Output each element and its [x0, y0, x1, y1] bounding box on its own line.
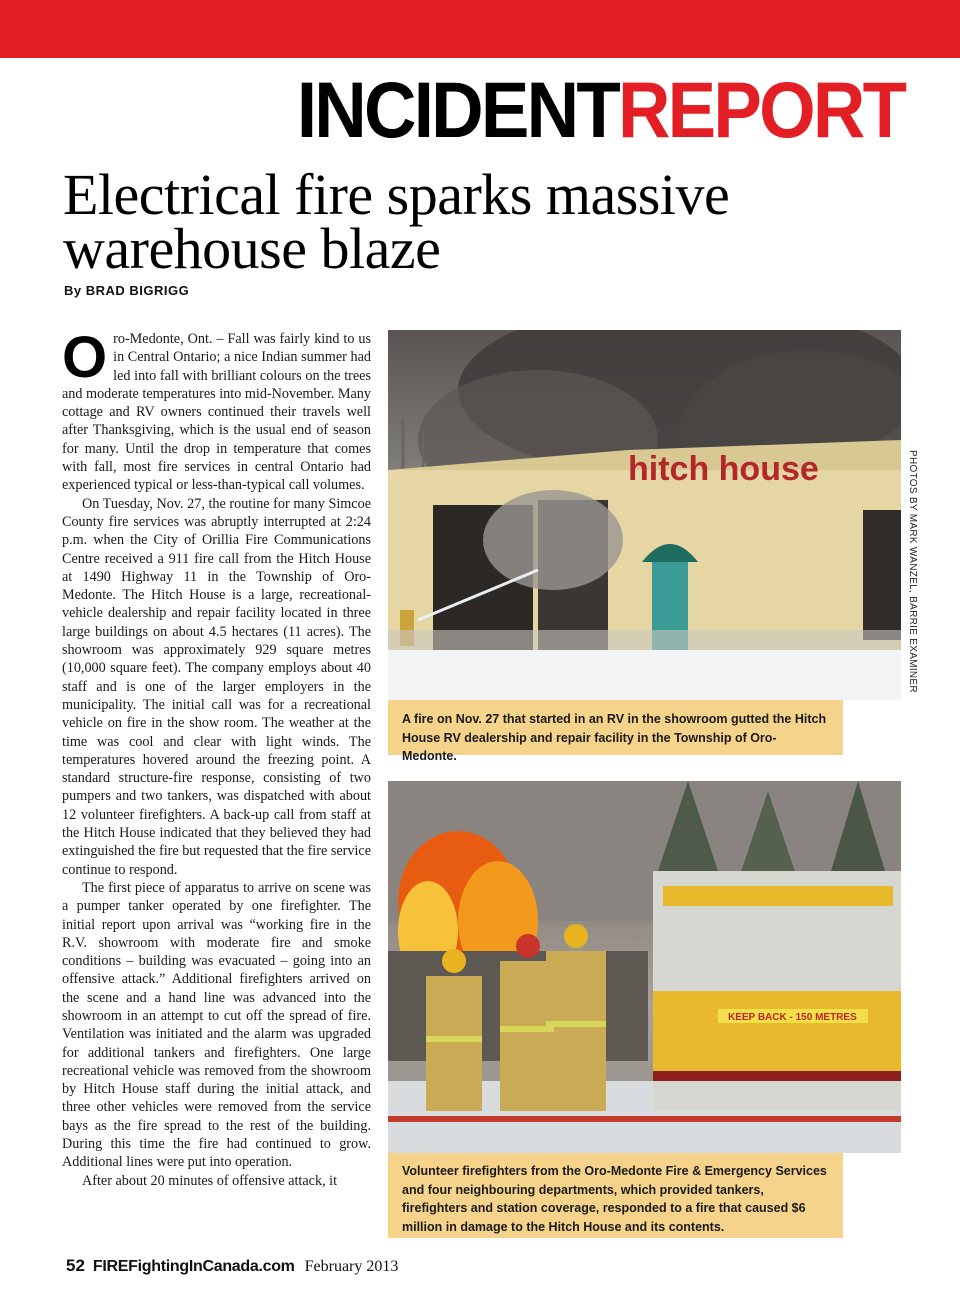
paragraph-text: ro-Medonte, Ont. – Fall was fairly kind to us in Central Ontario; a nice Indian summer had led into fall with brilliant colours on the trees and moderate temperatures into mid-November. Many cottage and RV owners continued their travels well after Thanksgiving, which is the usual end of season for many. Until the drop in temperature that comes with fall, most fire services in central Ontario had experienced typical or less-than-typical call volumes. — [62, 331, 371, 494]
article-paragraph: On Tuesday, Nov. 27, the routine for many Simcoe County fire services was abruptly interrupted at 2:24 p.m. when the City of Orillia Fire Communications Centre received a 911 fire call from the Hitch House at 1490 Highway 11 in the Township of Oro-Medonte. The Hitch House is a large, recreational-vehicle dealership and repair facility located in three large buildings on about 4.5 hectares (11 acres). The showroom was approximately 929 square metres (10,000 square feet). The company employs about 40 staff and is one of the larger employers in the municipality. The initial call was for a recreational vehicle on fire in the show room. The weather at the time was cool and clear with light winds. The temperatures hovered around the freezing point. A standard structure-fire response, consisting of two pumpers and two tankers, was dispatched with about 12 volunteer firefighters. A back-up call from staff at the Hitch House indicated that they believed they had extinguished the fire but requested that the fire service continue to respond. — [62, 495, 371, 878]
drop-cap: O — [62, 330, 108, 390]
article-paragraph: The first piece of apparatus to arrive on scene was a pumper tanker operated by one firefighter. The initial report upon arrival was “working fire in the R.V. showroom with moderate fire and smoke conditions – building was evacuated – going into an offensive attack.” Additional firefighters arrived on the scene and a hand line was advanced into the showroom in an attempt to cut off the spread of fire. Ventilation was initiated and the alarm was upgraded for additional tankers and firefighters. One large recreational vehicle was removed from the showroom by Hitch House staff during the initial attack, and three other vehicles were removed from the service bays as the fire spread to the rest of the building. During this time the fire had continued to grow. Additional lines were put into operation. — [62, 879, 371, 1171]
photo-burning-building-illustration — [388, 330, 901, 700]
page-number: 52 — [66, 1256, 85, 1275]
section-title-word-incident: INCIDENT — [296, 65, 618, 154]
top-red-bar — [0, 0, 960, 58]
photo-firefighters — [388, 781, 901, 1153]
photo-burning-building — [388, 330, 901, 700]
truck-warning-text: KEEP BACK - 150 METRES — [728, 1012, 857, 1023]
section-title — [296, 65, 904, 154]
photo2-caption: Volunteer firefighters from the Oro-Medonte Fire & Emergency Services and four neighbouring departments, which provided tankers, firefighters and station coverage, responded to a fire that caused $6 million in damage to the Hitch House and its contents. — [388, 1153, 843, 1238]
article-paragraph — [62, 330, 371, 495]
article-byline: By BRAD BIGRIGG — [64, 283, 190, 298]
photo-sign-text: hitch house — [628, 450, 819, 488]
article-body — [62, 330, 371, 1246]
section-title-word-report: REPORT — [617, 65, 904, 154]
photo1-caption: A fire on Nov. 27 that started in an RV in the showroom gutted the Hitch House RV dealership and repair facility in the Township of Oro-Medonte. — [388, 700, 843, 755]
article-paragraph: After about 20 minutes of offensive attack, it — [82, 1172, 338, 1189]
article-headline: Electrical fire sparks massive warehouse blaze — [63, 162, 730, 281]
photo-credit — [900, 450, 924, 693]
footer-date: February 2013 — [304, 1258, 399, 1275]
page-footer — [66, 1256, 398, 1276]
footer-website: FIREFightingInCanada.com — [92, 1258, 295, 1275]
photo-credit-text: PHOTOS BY MARK WANZEL, BARRIE EXAMINER — [907, 450, 918, 693]
photo-firefighters-illustration — [388, 781, 901, 1153]
